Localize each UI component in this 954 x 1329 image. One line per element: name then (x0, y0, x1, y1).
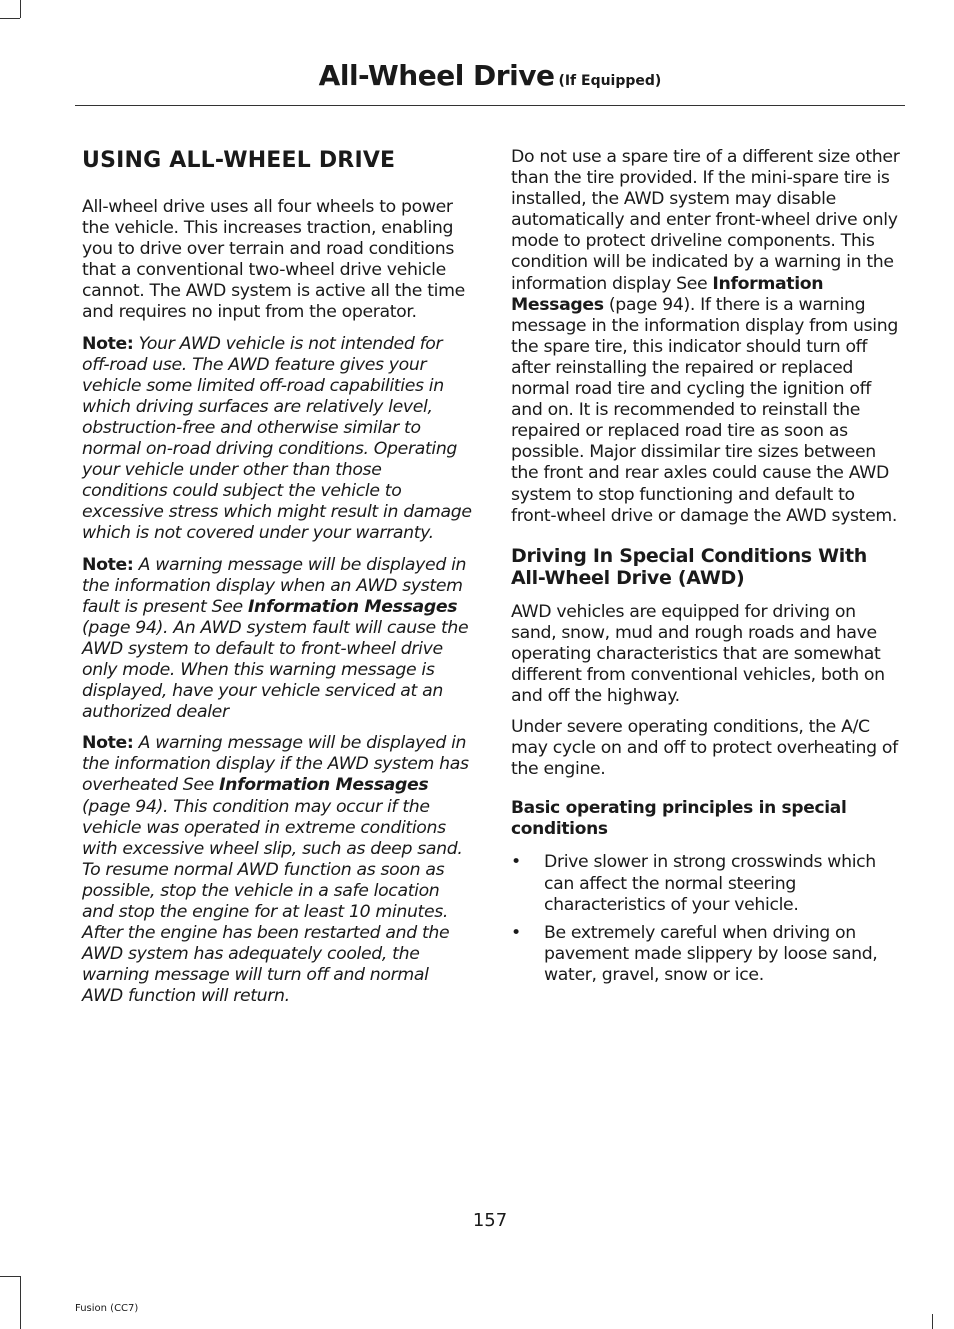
note-label: Note: (82, 554, 134, 575)
paragraph-text: (page 94). If there is a warning message in the information display from using the spare tire, this indicator should turn off after reinstalling the repaired or replaced normal road tire and cycling the ignition off and on. It is recommended to reinstall the repaired or replaced road tire as soon as possible. Major dissimilar tire sizes between the front and rear axles could cause the AWD system to stop functioning and default to front-wheel drive or damage the AWD system. (511, 294, 898, 526)
crop-mark (20, 1276, 21, 1329)
page-header (75, 56, 905, 106)
note-fault (82, 555, 472, 724)
note-text: A warning message will be displayed in the information display when an AWD system fault is present See (82, 554, 467, 617)
page-subtitle: (If Equipped) (558, 73, 662, 89)
cross-reference-link[interactable]: Information Messages (219, 775, 429, 796)
paragraph-text: Do not use a spare tire of a different size other than the tire provided. If the mini-spare tire is installed, the AWD system may disable automatically and enter front-wheel drive only mode to protect driveline components. This condition will be indicated by a warning in the information display See (511, 147, 900, 294)
footer-model: Fusion (CC7) (75, 1303, 139, 1314)
note-text: (page 94). An AWD system fault will cause the AWD system to default to front-wheel drive only mode. When this warning message is displayed, have your vehicle serviced at an authorized dealer (82, 617, 469, 723)
note-overheat (82, 733, 472, 1007)
principles-heading: Basic operating principles in special conditions (511, 798, 847, 840)
cross-reference-link[interactable]: Information Messages (247, 596, 458, 617)
list-item (511, 852, 903, 915)
note-label: Note: (82, 733, 134, 754)
note-text: A warning message will be displayed in the information display if the AWD system has overheated See (82, 733, 469, 796)
list-item-text: Drive slower in strong crosswinds which can affect the normal steering characteristics of your vehicle. (544, 852, 876, 915)
bullet-icon: • (511, 852, 521, 873)
ac-paragraph: Under severe operating conditions, the A/C may cycle on and off to protect overheating of the engine. (511, 717, 898, 780)
section-heading: USING ALL-WHEEL DRIVE (82, 148, 396, 173)
note-text: Your AWD vehicle is not intended for off-road use. The AWD feature gives your vehicle some limited off-road capabilities in which driving surfaces are relatively level, obstruction-free and otherwise similar to normal on-road driving conditions. Operating your vehicle under other than those conditions could subject the vehicle to excessive stress which might result in damage which is not covered under your warranty. (82, 333, 472, 544)
note-text: (page 94). This condition may occur if the vehicle was operated in extreme conditions with excessive wheel slip, such as deep sand. To resume normal AWD function as soon as possible, stop the vehicle in a safe location and stop the engine for at least 10 minutes. After the engine has been restarted and the AWD system has adequately cooled, the warning message will turn off and normal AWD function will return. (82, 796, 463, 1007)
bullet-icon: • (511, 922, 521, 943)
cross-reference-link[interactable]: Information Messages (511, 273, 824, 315)
subsection-heading: Driving In Special Conditions With All-Wheel Drive (AWD) (511, 544, 868, 589)
crop-mark (0, 1276, 20, 1277)
page-number: 157 (472, 1210, 508, 1231)
crop-mark (0, 18, 20, 19)
principles-list (511, 852, 903, 986)
left-column (82, 145, 472, 1017)
awd-conditions-paragraph: AWD vehicles are equipped for driving on sand, snow, mud and rough roads and have operating characteristics that are somewhat different from conventional vehicles, both on and off the highway. (511, 601, 885, 707)
note-label: Note: (82, 333, 134, 354)
intro-paragraph: All-wheel drive uses all four wheels to power the vehicle. This increases traction, enabling you to drive over terrain and road conditions that a conventional two-wheel drive vehicle cannot. The AWD system is active all the time and requires no input from the operator. (82, 197, 465, 323)
page-title: All-Wheel Drive (318, 59, 555, 92)
note-offroad (82, 334, 472, 545)
list-item-text: Be extremely careful when driving on pavement made slippery by loose sand, water, gravel, snow or ice. (544, 922, 878, 985)
spare-tire-paragraph (511, 147, 903, 527)
list-item (511, 923, 903, 986)
crop-mark (20, 0, 21, 18)
crop-mark (932, 1314, 933, 1329)
right-column (511, 147, 903, 993)
